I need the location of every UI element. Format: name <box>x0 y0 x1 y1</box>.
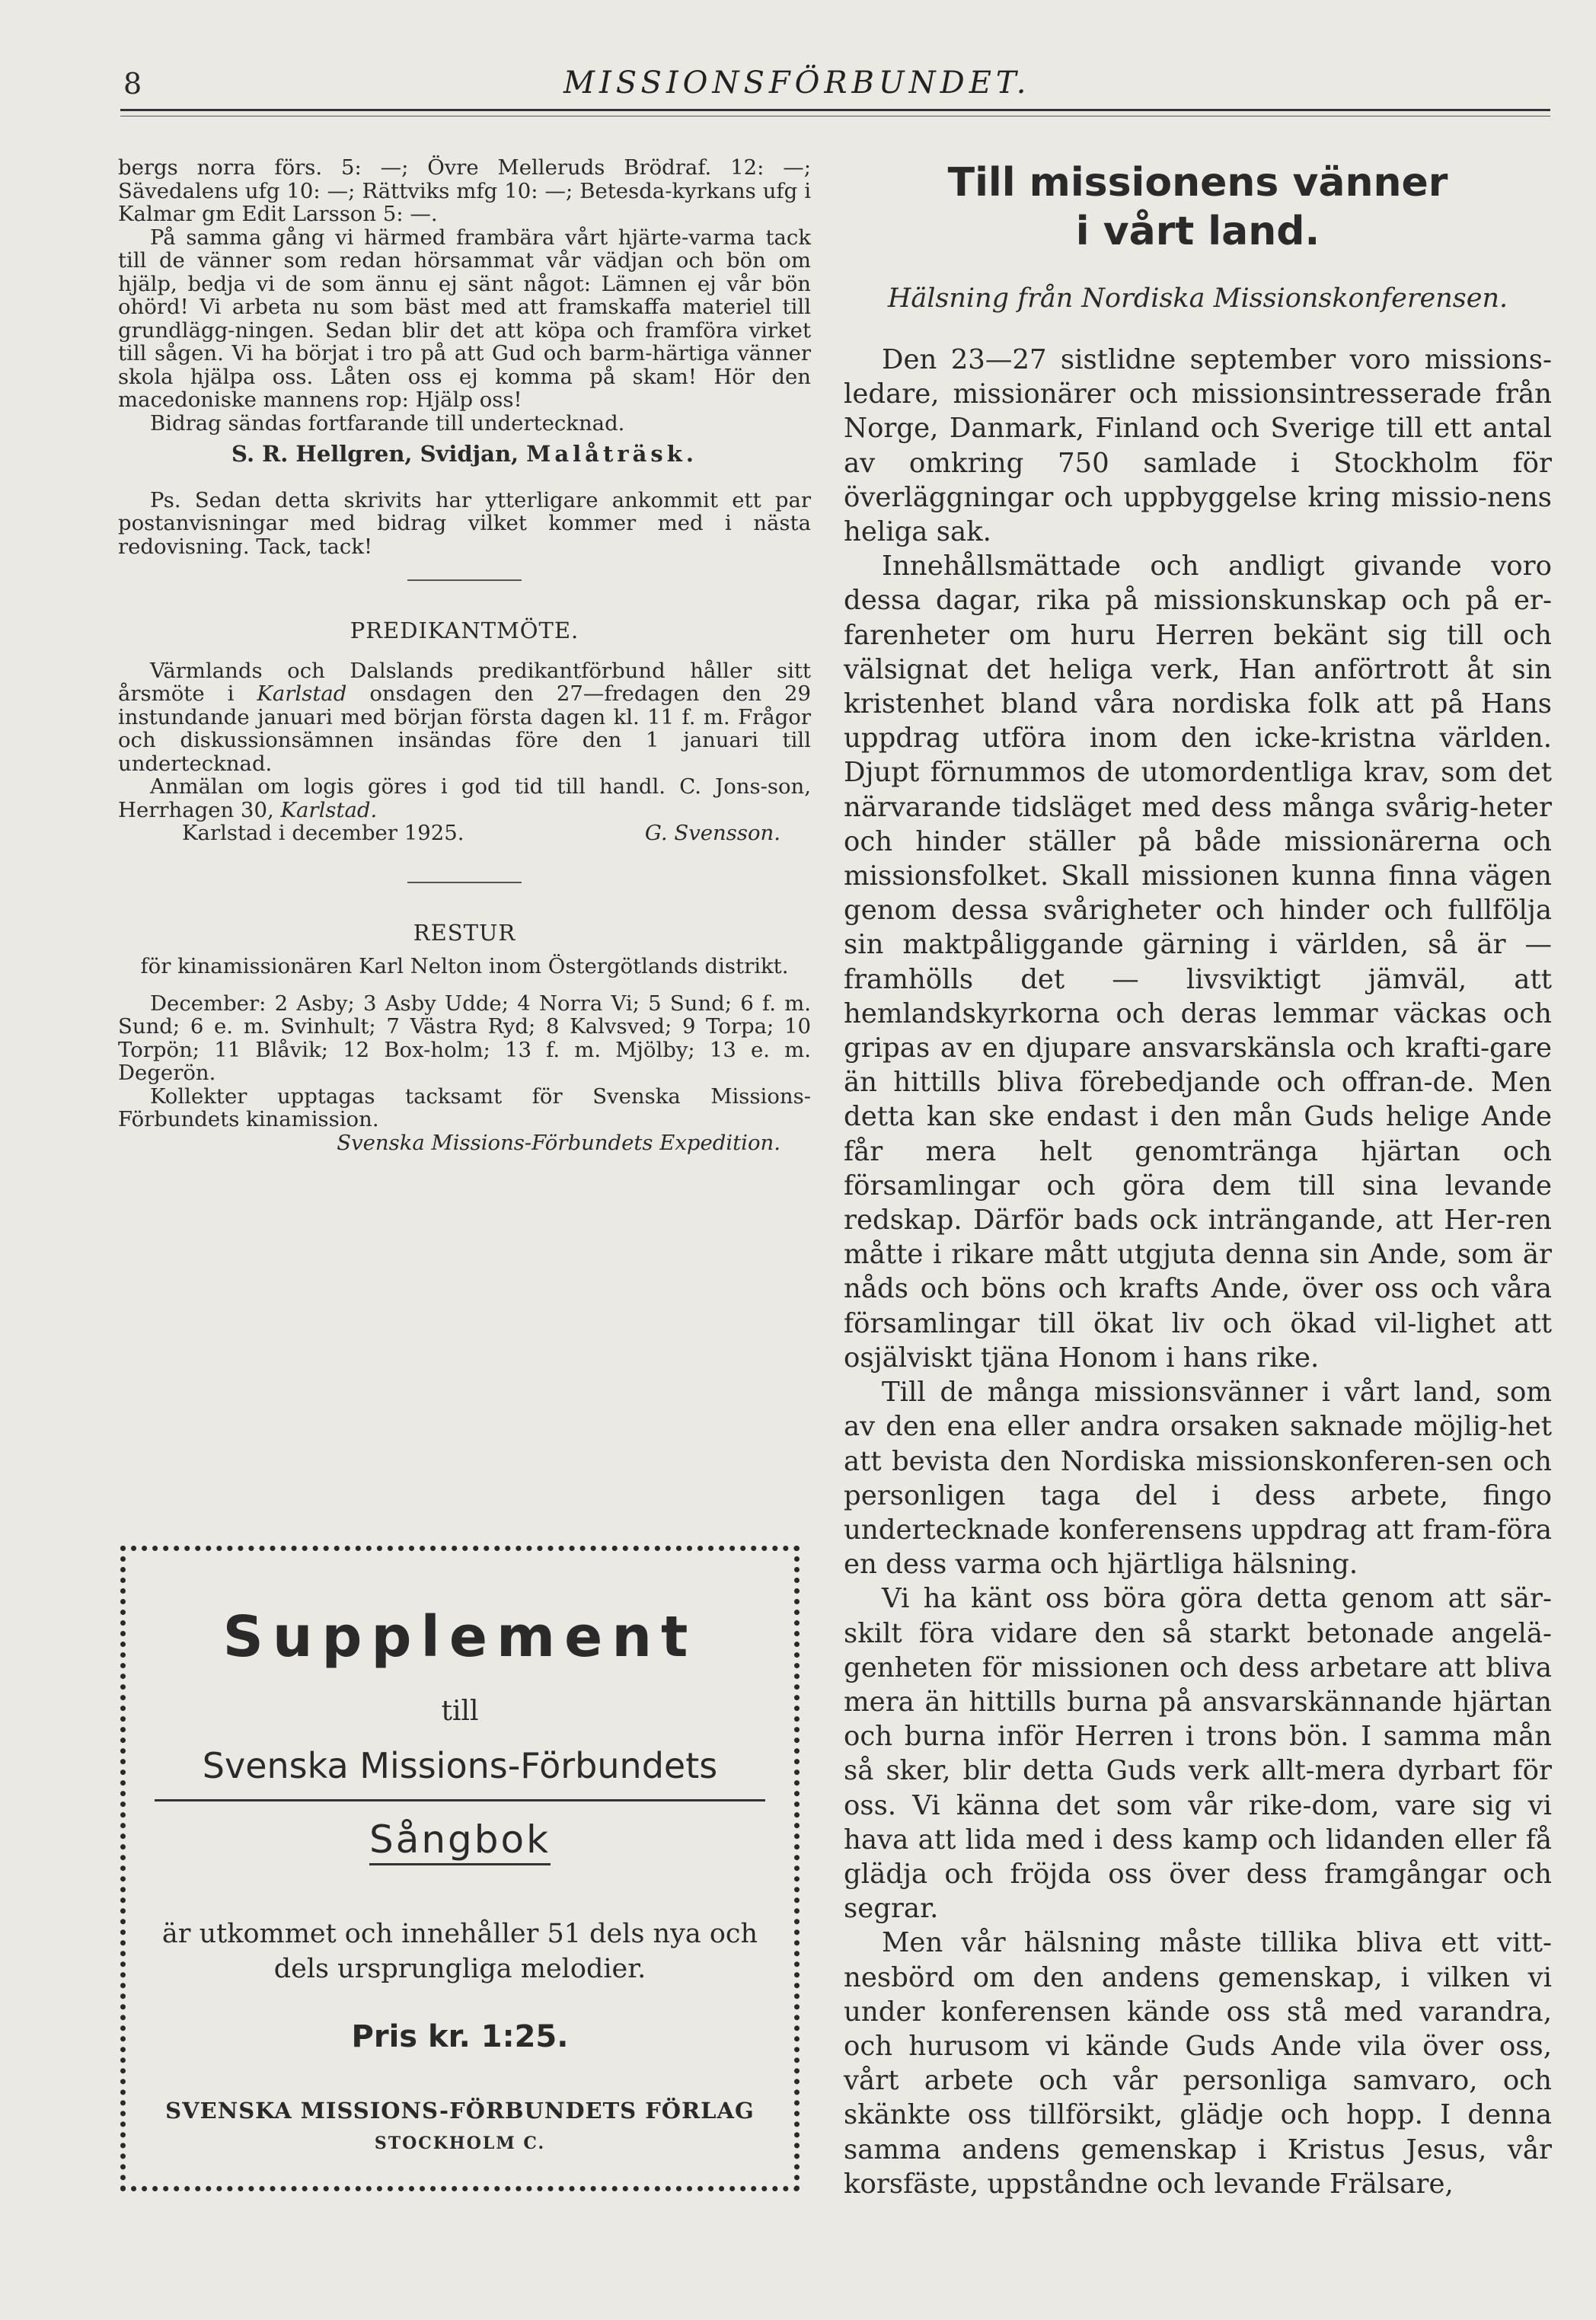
restur-heading: RESTUR <box>413 919 516 946</box>
article-body <box>844 343 1552 2201</box>
supplement-publisher: SVENSKA MISSIONS-FÖRBUNDETS FÖRLAG <box>165 2098 755 2124</box>
restur-schedule: December: 2 Asby; 3 Asby Udde; 4 Norra Vi; 5 Sund; 6 f. m. Sund; 6 e. m. Svinhult; 7 Västra Ryd; 8 Kalvsved; 9 Torpa; 10 Torpön; 11 Blåvik; 12 Box-holm; 13 f. m. Mjölby; 13 e. m. Degerön. <box>118 991 811 1085</box>
supplement-book <box>126 1817 794 1862</box>
supplement-city: STOCKHOLM C. <box>374 2133 546 2153</box>
header-rule <box>120 109 1550 111</box>
article-subtitle: Hälsning från Nordiska Missionskonferensen. <box>887 283 1508 314</box>
supplement-publisher-name: Svenska Missions-Förbundets <box>202 1745 718 1786</box>
signature-name: S. R. Hellgren, Svidjan, <box>231 441 519 467</box>
predikantmote-dateline <box>118 822 811 845</box>
signature-place: Malåträsk. <box>526 441 697 467</box>
predikantmote-signature: G. Svensson. <box>644 821 780 845</box>
predikantmote-text-a: Värmlands och Dalslands predikantförbund håller sitt årsmöte i <box>118 658 811 706</box>
right-column <box>844 158 1552 2201</box>
section-divider <box>407 579 522 581</box>
predikantmote-date: Karlstad i december 1925. <box>182 821 464 845</box>
gifts-line: Bidrag sändas fortfarande till undertecknad. <box>150 410 625 436</box>
article-paragraph: Innehållsmättade och andligt givande voro dessa dagar, rika på missionskunskap och på er-farenheter om huru Herren bekänt sig till och välsignat det heliga verk, Han anförtrott åt sin kristenhet bland våra nordiska folk att på Hans uppdrag utföra inom den icke-kristna världen. Djupt förnummos de utomordentliga krav, som det närvarande tidsläget med dess många svårig-heter och hinder ställer på både missionärerna och missionsfolket. Skall missionen kunna finna vägen genom dessa svårigheter och hinder och fullfölja sin maktpåliggande gärning i världen, så är — framhölls det — livsviktigt jämväl, att hemlandskyrkorna och deras lemmar väckas och gripas av en djupare ansvarskänsla och krafti-gare än hittills bliva förebedjande och offran-de. Men detta kan ske endast i den mån Guds helige Ande får mera helt genomtränga hjärtan och församlingar och göra dem till sina levande redskap. Därför bads ock inträngande, att Her-ren måtte i rikare mått utgjuta denna sin Ande, som är nåds och böns och krafts Ande, över oss och våra församlingar till ökat liv och ökad vil-lighet att osjälviskt tjäna Honom i hans rike. <box>844 550 1552 1374</box>
page-number: 8 <box>123 67 142 101</box>
donation-list: bergs norra förs. 5: —; Övre Melleruds Brödraf. 12: —; Sävedalens ufg 10: —; Rättviks mfg 10: —; Betesda-kyrkans ufg i Kalmar gm Edit Larsson 5: —. <box>118 155 811 226</box>
article-title-line2: i vårt land. <box>1075 209 1320 254</box>
predikantmote-paragraph <box>118 659 811 776</box>
restur-collections: Kollekter upptagas tacksamt för Svenska Missions-Förbundets kinamission. <box>118 1083 811 1131</box>
left-column <box>118 156 811 1154</box>
ps-paragraph: Ps. Sedan detta skrivits har ytterligare ankommit ett par postanvisningar med bidrag vilket kommer med i nästa redovisning. Tack, tack! <box>118 487 811 559</box>
article-title-line1: Till missionens vänner <box>947 160 1448 206</box>
supplement-description: är utkommet och innehåller 51 dels nya och dels ursprungliga melodier. <box>161 1919 758 1984</box>
section-divider-2 <box>407 882 522 883</box>
supplement-price: Pris kr. 1:25. <box>351 2019 569 2054</box>
predikantmote-heading: PREDIKANTMÖTE. <box>350 617 579 643</box>
article-paragraph: Vi ha känt oss böra göra detta genom att sär-skilt föra vidare den så starkt betonade angelä-genheten för missionen och dess arbetare att bliva mera än hittills burna på ansvarskännande hjärtan och burna inför Herren i trons bön. I samma mån så sker, blir detta Guds verk allt-mera dyrbart för oss. Vi känna det som vår rike-dom, vare sig vi hava att lida med i dess kamp och lidanden eller få glädja och fröjda oss över dess framgångar och segrar. <box>844 1583 1552 1925</box>
signature-hellgren <box>118 442 811 466</box>
article-paragraph: Den 23—27 sistlidne september voro missions-ledare, missionärer och missionsintresserade från Norge, Danmark, Finland och Sverige till ett antal av omkring 750 samlade i Stockholm för överläggningar och uppbyggelse kring missio-nens heliga sak. <box>844 344 1552 548</box>
journal-title: MISSIONSFÖRBUNDET. <box>563 65 1031 101</box>
predikantmote-text-b: onsdagen den 27—fredagen den 29 instundande januari med början första dagen kl. 11 f. m. Frågor och diskussionsämnen insändas före den 1 januari till undertecknad. <box>118 681 812 776</box>
restur-signature: Svenska Missions-Förbundets Expedition. <box>337 1130 780 1155</box>
appeal-paragraph: På samma gång vi härmed frambära vårt hjärte-varma tack till de vänner som redan hörsammat vår vädjan och bön om hjälp, bedja vi de som ännu ej sänt något: Lämnen ej vår bön ohörd! Vi arbeta nu som bäst med att framskaffa materiel till grundlägg-ningen. Sedan blir det att köpa och framföra virket till sågen. Vi ha börjat i tro på att Gud och barm-härtiga vänner skola hjälpa oss. Låten oss ej komma på skam! Hör den macedoniske mannens rop: Hjälp oss! <box>118 225 811 412</box>
supplement-ad <box>120 1546 800 2191</box>
supplement-title: Supplement <box>222 1604 697 1670</box>
supplement-book-title: Sångbok <box>369 1817 551 1865</box>
supplement-rule <box>155 1799 765 1801</box>
supplement-till: till <box>441 1696 479 1727</box>
lodging-paragraph <box>118 775 811 822</box>
lodging-city: Karlstad. <box>280 797 378 822</box>
lodging-text: Anmälan om logis göres i god tid till handl. C. Jons-son, Herrhagen 30, <box>118 774 811 822</box>
article-paragraph: Till de många missionsvänner i vårt land, som av den ena eller andra orsaken saknade möjlig-het att bevista den Nordiska missionskonferen-sen och personligen taga del i dess arbete, fingo undertecknade konferensens uppdrag att fram-föra en dess varma och hjärtliga hälsning. <box>844 1377 1552 1581</box>
predikantmote-city: Karlstad <box>257 681 347 706</box>
restur-subheading: för kinamissionären Karl Nelton inom Östergötlands distrikt. <box>140 954 789 978</box>
article-paragraph: Men vår hälsning måste tillika bliva ett vitt-nesbörd om den andens gemenskap, i vilken vi under konferensen kände oss stå med varandra, och hurusom vi kände Guds Ande vila över oss, vårt arbete och vår personliga samvaro, och skänkte oss tillförsikt, glädje och hopp. I denna samma andens gemenskap i Kristus Jesus, vår korsfäste, uppståndne och levande Frälsare, <box>844 1927 1552 2200</box>
